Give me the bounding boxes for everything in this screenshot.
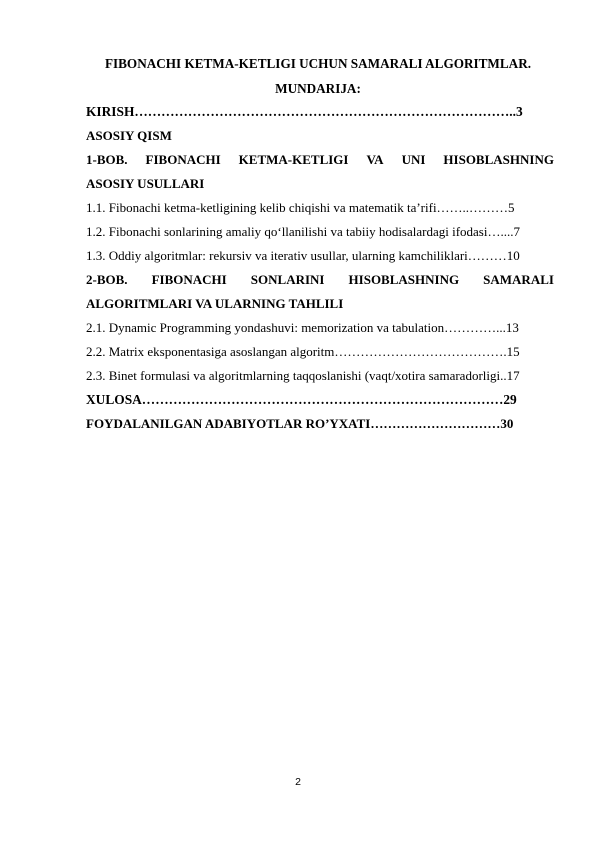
toc-entry-chapter2-line2: ALGORITMLARI VA ULARNING TAHLILI <box>86 296 344 311</box>
chapter2-word: FIBONACHI <box>151 272 227 287</box>
chapter2-word: SAMARALI <box>483 272 554 287</box>
chapter1-word: KETMA-KETLIGI <box>238 152 349 167</box>
page-number: 2 <box>295 776 301 788</box>
toc-entry-chapter1-line2: ASOSIY USULLARI <box>86 176 205 191</box>
toc-entry-foydalanilgan: FOYDALANILGAN ADABIYOTLAR RO’YXATI…………………………30 <box>86 416 514 431</box>
toc-entry-chapter1-line1 <box>86 152 554 168</box>
toc-entry-2-1: 2.1. Dynamic Programming yondashuvi: memorization va tabulation…………...13 <box>86 320 519 335</box>
chapter1-word: VA <box>366 152 384 167</box>
toc-entry-1-2: 1.2. Fibonachi sonlarining amaliy qo‘llanilishi va tabiiy hodisalardagi ifodasi…....7 <box>86 224 520 239</box>
toc-entry-asosiy-qism: ASOSIY QISM <box>86 128 172 143</box>
toc-entry-chapter2-line1 <box>86 272 554 288</box>
toc-entry-xulosa: XULOSA………………………………………………………………………29 <box>86 392 517 407</box>
chapter1-word: HISOBLASHNING <box>443 152 554 167</box>
toc-entry-2-3: 2.3. Binet formulasi va algoritmlarning taqqoslanishi (vaqt/xotira samaradorligi..17 <box>86 368 520 383</box>
toc-entry-1-3: 1.3. Oddiy algoritmlar: rekursiv va iterativ usullar, ularning kamchiliklari………10 <box>86 248 520 263</box>
chapter1-word: FIBONACHI <box>145 152 221 167</box>
chapter1-word: 1-BOB. <box>86 152 128 167</box>
chapter2-word: HISOBLASHNING <box>348 272 460 287</box>
toc-entry-2-2: 2.2. Matrix eksponentasiga asoslangan algoritm………………………………….15 <box>86 344 520 359</box>
toc-heading: MUNDARIJA: <box>275 81 361 96</box>
document-title: FIBONACHI KETMA-KETLIGI UCHUN SAMARALI ALGORITMLAR. <box>104 56 532 71</box>
toc-entry-1-1: 1.1. Fibonachi ketma-ketligining kelib chiqishi va matematik ta’rifi……..………5 <box>86 200 515 215</box>
chapter2-word: 2-BOB. <box>86 272 128 287</box>
chapter1-word: UNI <box>401 152 426 167</box>
chapter2-word: SONLARINI <box>250 272 325 287</box>
toc-entry-kirish: KIRISH…………………………………………………………………………..3 <box>86 104 523 119</box>
